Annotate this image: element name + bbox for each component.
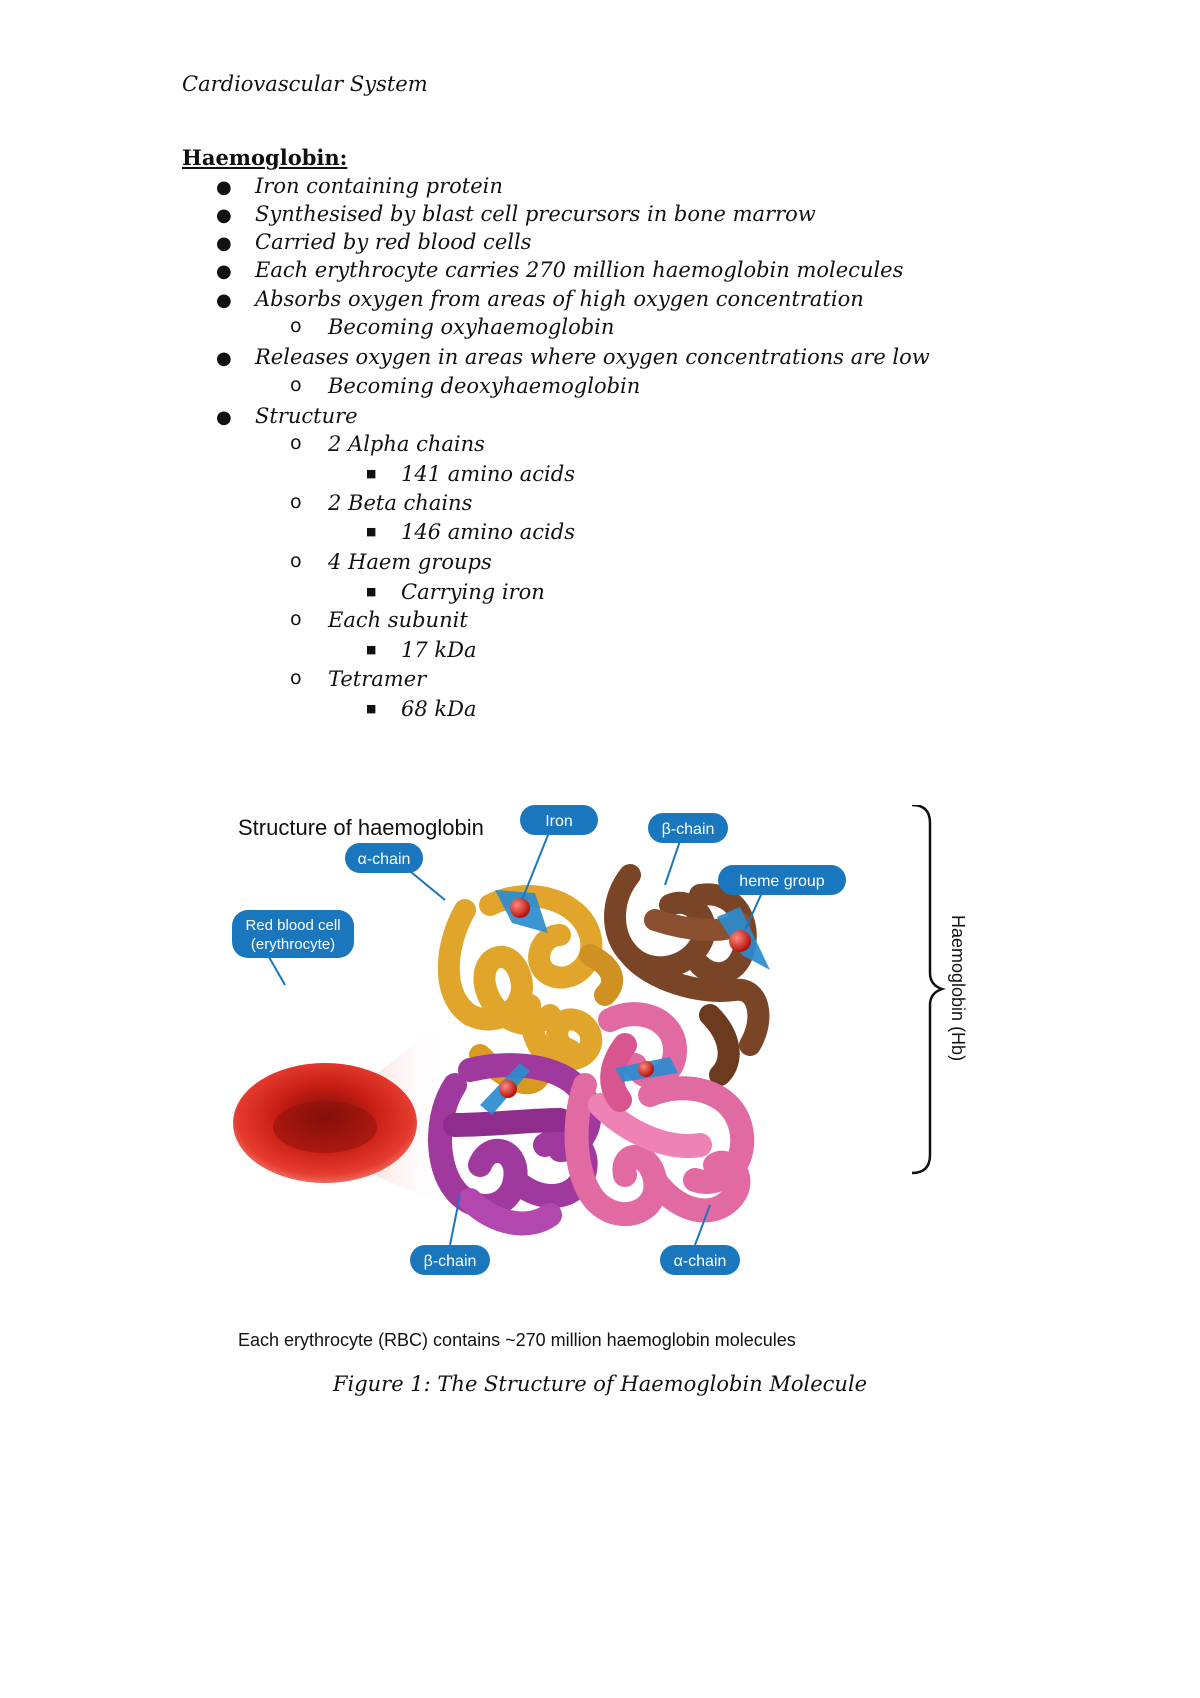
bullet-square: ■ <box>366 702 377 715</box>
label-rbc <box>232 910 354 958</box>
label-haemoglobin: Haemoglobin (Hb) <box>948 915 968 1062</box>
bullet-dot: ● <box>216 261 232 282</box>
list-item: 17 kDa <box>401 638 477 662</box>
haemoglobin-diagram <box>230 805 990 1325</box>
label-alpha-bottom <box>660 1245 740 1275</box>
bullet-dot: ● <box>216 233 232 254</box>
list-item: Tetramer <box>328 667 427 691</box>
bracket <box>912 805 942 1173</box>
bullet-circle: o <box>290 667 302 689</box>
figure-caption: Figure 1: The Structure of Haemoglobin Molecule <box>332 1372 868 1396</box>
list-item: 2 Alpha chains <box>328 432 485 456</box>
list-item: 4 Haem groups <box>328 550 492 574</box>
list-item: Each subunit <box>328 608 468 632</box>
label-alpha-top <box>345 843 423 873</box>
list-item: Absorbs oxygen from areas of high oxygen concentration <box>255 287 864 311</box>
list-item: Carried by red blood cells <box>255 230 532 254</box>
bullet-dot: ● <box>216 348 232 369</box>
label-beta-top-text: β-chain <box>661 821 715 838</box>
bullet-dot: ● <box>216 205 232 226</box>
list-item: 141 amino acids <box>401 462 575 486</box>
list-item: Each erythrocyte carries 270 million haemoglobin molecules <box>255 258 904 282</box>
list-item: Iron containing protein <box>255 174 503 198</box>
bullet-circle: o <box>290 374 302 396</box>
bullet-square: ■ <box>366 525 377 538</box>
label-beta-bottom-text: β-chain <box>423 1253 477 1270</box>
red-blood-cell <box>233 1063 417 1183</box>
bullet-circle: o <box>290 550 302 572</box>
list-item: Becoming deoxyhaemoglobin <box>328 374 641 398</box>
figure-title: Structure of haemoglobin <box>238 815 484 840</box>
list-item: Structure <box>255 404 358 428</box>
bullet-circle: o <box>290 491 302 513</box>
list-item: Carrying iron <box>401 580 545 604</box>
list-item: Becoming oxyhaemoglobin <box>328 315 615 339</box>
label-heme <box>718 865 846 895</box>
page-header: Cardiovascular System <box>182 72 428 96</box>
list-item: 146 amino acids <box>401 520 575 544</box>
label-alpha-bottom-text: α-chain <box>673 1253 727 1270</box>
bullet-circle: o <box>290 608 302 630</box>
label-iron <box>520 805 598 835</box>
bullet-circle: o <box>290 432 302 454</box>
iron-atom <box>638 1061 654 1077</box>
haemoglobin-figure <box>230 805 990 1350</box>
list-item: Synthesised by blast cell precursors in bone marrow <box>255 202 816 226</box>
label-alpha-top-text: α-chain <box>357 851 411 868</box>
list-item: Releases oxygen in areas where oxygen concentrations are low <box>255 345 930 369</box>
bullet-dot: ● <box>216 177 232 198</box>
label-rbc-line1: Red blood cell <box>245 917 341 934</box>
iron-atom <box>729 930 751 952</box>
iron-atom <box>499 1080 517 1098</box>
label-heme-text: heme group <box>739 873 825 890</box>
list-item: 68 kDa <box>401 697 477 721</box>
bullet-square: ■ <box>366 585 377 598</box>
list-item: 2 Beta chains <box>328 491 473 515</box>
bullet-dot: ● <box>216 407 232 428</box>
section-heading: Haemoglobin: <box>182 145 348 170</box>
figure-footnote: Each erythrocyte (RBC) contains ~270 million haemoglobin molecules <box>238 1330 796 1350</box>
bullet-square: ■ <box>366 467 377 480</box>
iron-atom <box>510 898 530 918</box>
bullet-dot: ● <box>216 290 232 311</box>
bullet-circle: o <box>290 315 302 337</box>
label-beta-top <box>648 813 728 843</box>
label-rbc-line2: (erythrocyte) <box>250 936 336 953</box>
bullet-square: ■ <box>366 643 377 656</box>
label-iron-text: Iron <box>545 813 573 830</box>
label-beta-bottom <box>410 1245 490 1275</box>
